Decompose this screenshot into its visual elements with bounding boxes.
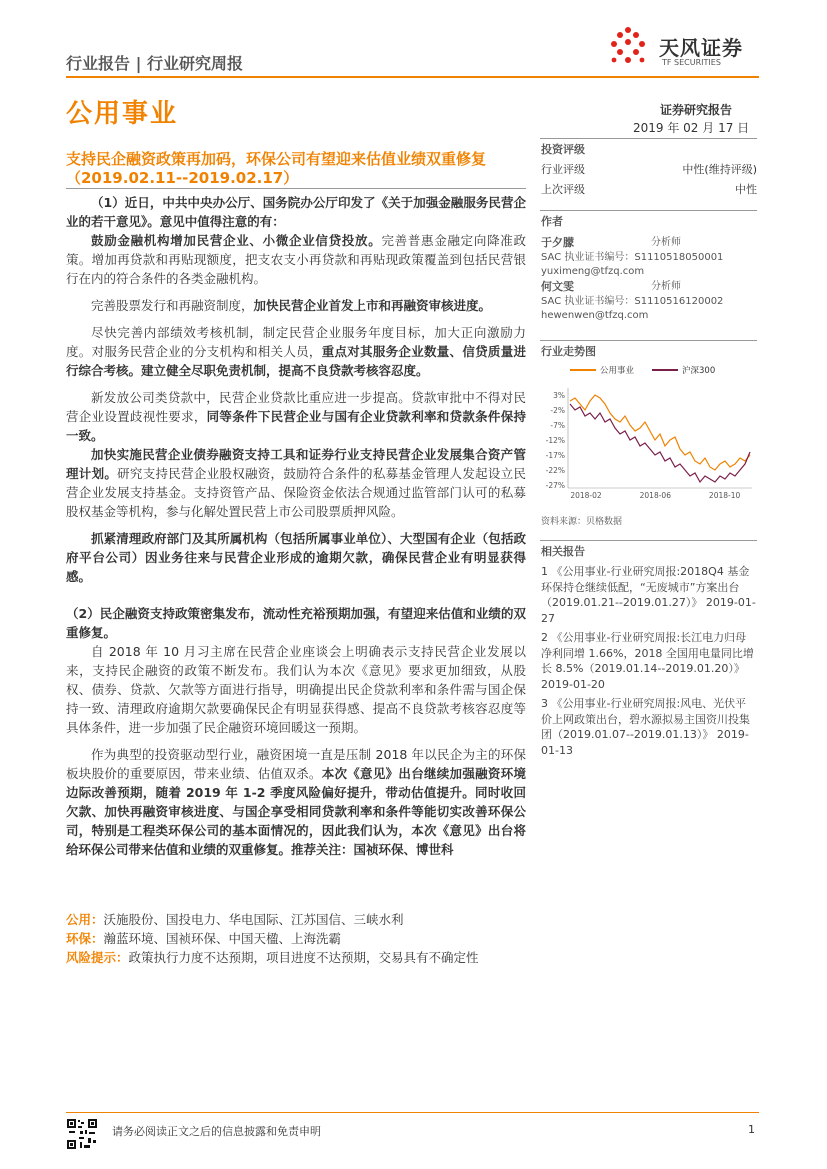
paragraph: 完善股票发行和再融资制度，加快民营企业首发上市和再融资审核进度。 <box>91 298 492 313</box>
y-tick-label: -7% <box>550 421 565 430</box>
paragraph: （2）民企融资支持政策密集发布，流动性充裕预期加强，有望迎来估值和业绩的双重修复。 <box>66 606 526 640</box>
rating-row: 行业评级 中性(维持评级) <box>541 163 757 176</box>
report-type: 证券研究报告 <box>660 103 733 117</box>
trend-chart <box>540 362 758 512</box>
y-tick-label: -27% <box>545 481 565 490</box>
chart-source: 资料来源：贝格数据 <box>541 517 623 527</box>
rating-row: 上次评级 中性 <box>541 183 757 196</box>
legend-label: 公用事业 <box>600 366 635 376</box>
legend-label: 沪深300 <box>682 366 716 376</box>
paragraph: 新发放公司类贷款中，民营企业贷款比重应进一步提高。贷款审批中不得对民营企业设置歧视性要求，同等条件下民营企业与国有企业贷款利率和贷款条件保持一致。 <box>66 390 526 443</box>
qr-code-icon <box>66 1118 98 1150</box>
related-report-item[interactable]: 3 《公用事业-行业研究周报:风电、光伏平价上网政策出台，碧水源拟易主国资川投集团（2019.01.07--2019.01.13）》 2019-01-13 <box>541 697 750 757</box>
footer-divider <box>66 1112 759 1113</box>
report-date: 2019 年 02 月 17 日 <box>633 121 750 135</box>
series-line-csi300 <box>570 404 750 482</box>
stock-line: 公用：沃施股份、国投电力、华电国际、江苏国信、三峡水利 <box>66 912 404 927</box>
risk-line: 风险提示：政策执行力度不达预期，项目进度不达预期，交易具有不确定性 <box>66 950 479 965</box>
analyst-block: 何文雯 分析师 SAC 执业证书编号：S1110516120002 hewenwen@tfzq.com <box>541 280 724 321</box>
paragraph: 加快实施民营企业债券融资支持工具和证券行业支持民营企业发展集合资产管理计划。研究支持民营企业股权融资，鼓励符合条件的私募基金管理人发起设立民营企业发展支持基金。支持资管产品、保险资金依法合规通过监管部门认可的私募股权基金等机构，参与化解处置民营上市公司股票质押风险。 <box>66 447 526 519</box>
paragraph: 自 2018 年 10 月习主席在民营企业座谈会上明确表示支持民营企业发展以来，支持民企融资的政策不断发布。我们认为本次《意见》要求更加细致，从股权、债券、贷款、欠款等方面进行指导，明确提出民企贷款利率和条件需与国企保持一致、清理政府逾期欠款要确保民企有明显获得感、提高不良贷款考核容忍度等具体条件，进一步加强了民企融资环境回暖这一预期。 <box>66 644 526 735</box>
report-category: 行业报告 | 行业研究周报 <box>66 54 243 73</box>
related-reports <box>541 564 757 758</box>
y-tick-label: -22% <box>545 466 565 475</box>
sector-title: 公用事业 <box>66 99 179 129</box>
chart-divider <box>540 340 757 341</box>
stock-recommendations <box>66 910 536 967</box>
header-divider <box>66 76 759 78</box>
author-divider <box>540 210 757 211</box>
x-tick-label: 2018-02 <box>570 491 602 500</box>
rating-divider <box>540 138 757 139</box>
brand-name-en: TF SECURITIES <box>662 58 721 67</box>
page-number: 1 <box>748 1123 755 1136</box>
paragraph: 抓紧清理政府部门及其所属机构（包括所属事业单位）、大型国有企业（包括政府平台公司）因业务往来与民营企业形成的逾期欠款，确保民营企业有明显获得感。 <box>66 531 526 584</box>
paragraph: （1）近日，中共中央办公厅、国务院办公厅印发了《关于加强金融服务民营企业的若干意见》。意见中值得注意的有： <box>66 195 526 229</box>
x-tick-label: 2018-10 <box>708 491 741 500</box>
y-tick-label: -12% <box>545 436 565 445</box>
report-title: 支持民企融资政策再加码，环保公司有望迎来估值业绩双重修复（2019.02.11--2019.02.17） <box>66 150 487 187</box>
related-report-item[interactable]: 1 《公用事业-行业研究周报:2018Q4 基金环保持仓继续低配，“无废城市”方案出台（2019.01.21--2019.01.27）》 2019-01-27 <box>541 565 756 625</box>
x-tick-label: 2018-06 <box>639 491 671 500</box>
paragraph: 作为典型的投资驱动型行业，融资困境一直是压制 2018 年以民企为主的环保板块股价的重要原因，带来业绩、估值双杀。本次《意见》出台继续加强融资环境边际改善预期，随着 2019 年 1-2 季度风险偏好提升，带动估值提升。同时收回欠款、加快再融资审核进度、与国企享受相同贷款利率和条件等能切实改善环保公司，特别是工程类环保公司的基本面情况的，因此我们认为，本次《意见》出台将给环保公司带来估值和业绩的双重修复。推荐关注：国祯环保、博世科 <box>66 747 526 857</box>
title-divider <box>66 188 526 189</box>
report-body <box>66 193 526 859</box>
y-tick-label: -2% <box>550 406 565 415</box>
related-heading: 相关报告 <box>541 545 585 558</box>
analyst-block: 于夕朦 分析师 SAC 执业证书编号：S1110518050001 yuximeng@tfzq.com <box>541 236 724 277</box>
related-report-item[interactable]: 2 《公用事业-行业研究周报:长江电力归母净利同增 1.66%，2018 全国用电量同比增长 8.5%（2019.01.14--2019.01.20）》 2019-01-20 <box>541 631 754 691</box>
disclaimer-note: 请务必阅读正文之后的信息披露和免责申明 <box>112 1125 321 1138</box>
paragraph: 鼓励金融机构增加民营企业、小微企业信贷投放。完善普惠金融定向降准政策。增加再贷款和再贴现额度，把支农支小再贷款和再贴现政策覆盖到包括民营银行在内的符合条件的各类金融机构。 <box>66 233 526 286</box>
y-tick-label: 3% <box>553 391 565 400</box>
rating-heading: 投资评级 <box>541 143 585 156</box>
y-tick-label: -17% <box>545 451 565 460</box>
author-heading: 作者 <box>541 215 563 228</box>
trend-heading: 行业走势图 <box>541 345 596 358</box>
brand-name: 天风证券 <box>659 36 743 60</box>
series-line-utilities <box>570 395 750 470</box>
paragraph: 尽快完善内部绩效考核机制，制定民营企业服务年度目标，加大正向激励力度。对服务民营企业的分支机构和相关人员，重点对其服务企业数量、信贷质量进行综合考核。建立健全尽职免责机制，提高不良贷款考核容忍度。 <box>66 325 526 378</box>
stock-line: 环保：瀚蓝环境、国祯环保、中国天楹、上海洗霸 <box>66 931 342 946</box>
related-divider <box>540 540 757 541</box>
